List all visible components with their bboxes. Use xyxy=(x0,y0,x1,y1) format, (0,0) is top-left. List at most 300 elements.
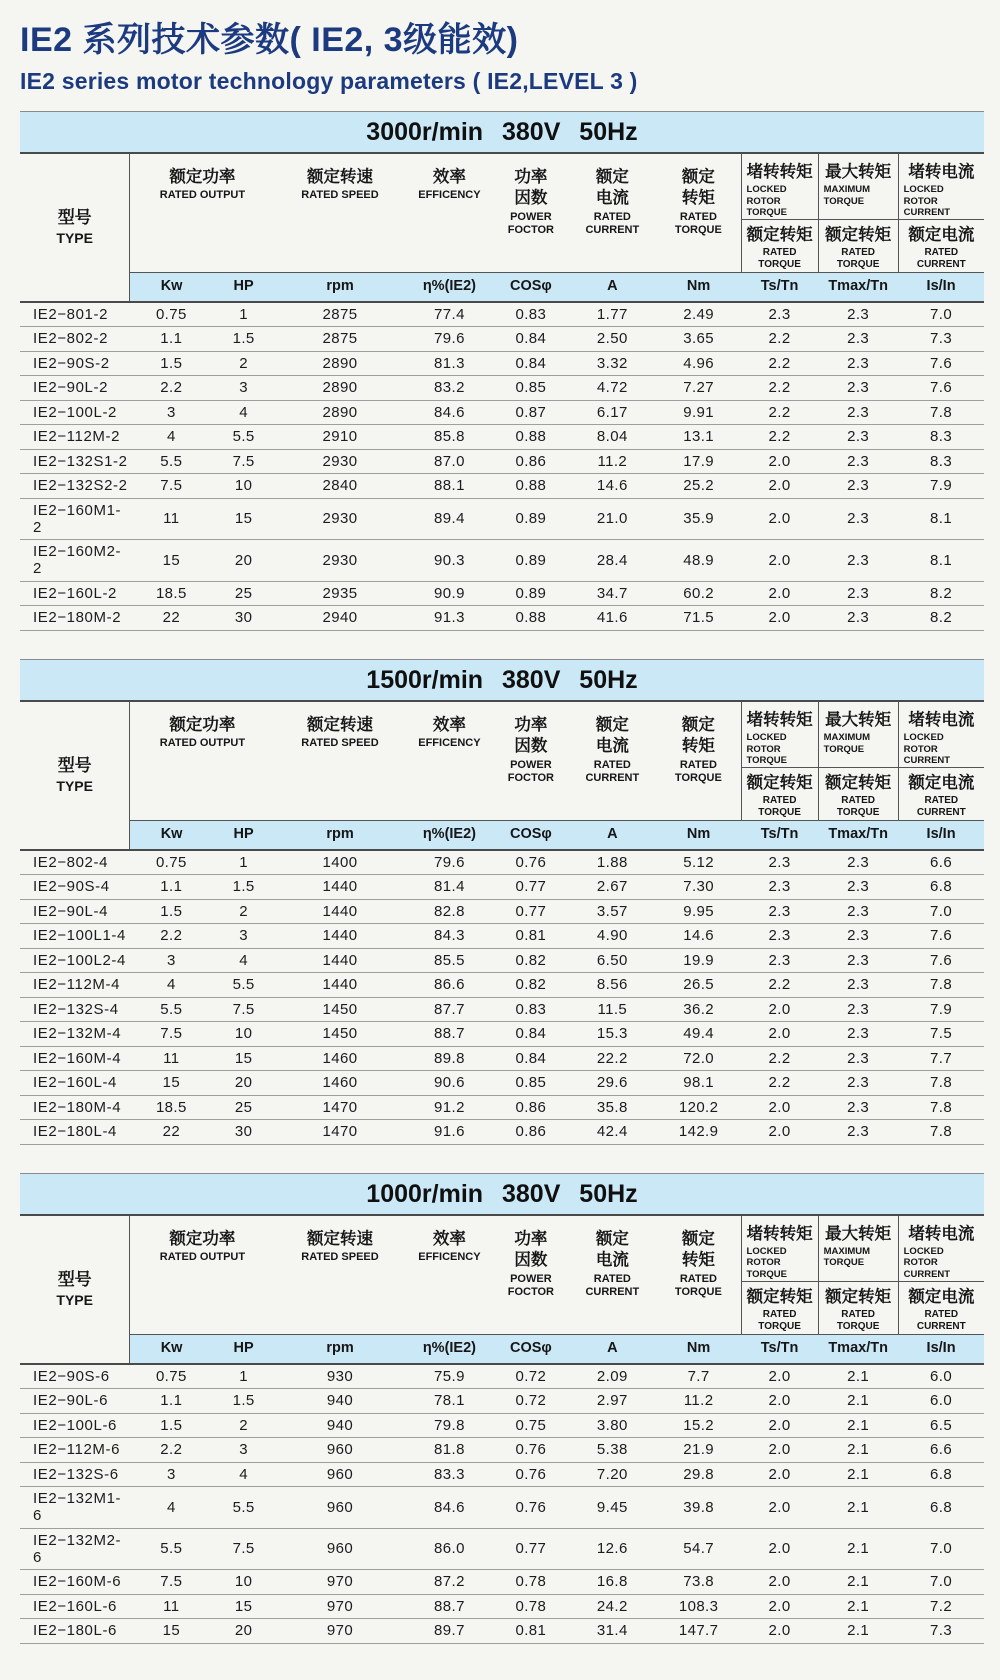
value-cell: 86.6 xyxy=(406,973,494,998)
motor-type-cell: IE2−112M-6 xyxy=(20,1438,130,1463)
value-cell: 0.75 xyxy=(493,1413,568,1438)
value-cell: 2.3 xyxy=(818,1095,898,1120)
motor-type-cell: IE2−100L-2 xyxy=(20,400,130,425)
value-cell: 2.3 xyxy=(818,376,898,401)
value-cell: 11.5 xyxy=(568,997,656,1022)
value-cell: 7.27 xyxy=(656,376,741,401)
table-row xyxy=(20,327,984,352)
value-cell: 2.0 xyxy=(741,581,818,606)
value-cell: 2.1 xyxy=(818,1594,898,1619)
value-cell: 2.2 xyxy=(130,1438,213,1463)
value-cell: 25.2 xyxy=(656,474,741,499)
motor-type-cell: IE2−180L-6 xyxy=(20,1619,130,1644)
value-cell: 2.2 xyxy=(741,400,818,425)
column-header-0: 额定功率 RATED OUTPUT xyxy=(159,168,246,202)
value-cell: 2.3 xyxy=(818,425,898,450)
unit-header-9: Is/In xyxy=(898,1334,984,1363)
value-cell: 2.3 xyxy=(818,997,898,1022)
unit-header-1: HP xyxy=(213,821,275,850)
ratio-header-top-1: 最大转矩 MAXIMUM TORQUE xyxy=(818,702,898,768)
value-cell: 9.91 xyxy=(656,400,741,425)
motor-type-cell: IE2−132S-6 xyxy=(20,1462,130,1487)
table-row xyxy=(20,1619,984,1644)
value-cell: 11 xyxy=(130,1046,213,1071)
unit-header-8: Tmax/Tn xyxy=(818,821,898,850)
value-cell: 1460 xyxy=(274,1046,405,1071)
unit-header-0: Kw xyxy=(130,273,213,302)
motor-type-cell: IE2−100L2-4 xyxy=(20,948,130,973)
value-cell: 24.2 xyxy=(568,1594,656,1619)
table-row xyxy=(20,1095,984,1120)
value-cell: 2.0 xyxy=(741,1095,818,1120)
column-header-1: 额定转速 RATED SPEED xyxy=(301,715,379,750)
unit-header-5: A xyxy=(568,273,656,302)
value-cell: 2.3 xyxy=(818,924,898,949)
value-cell: 2.3 xyxy=(818,581,898,606)
value-cell: 79.6 xyxy=(406,850,494,875)
value-cell: 3 xyxy=(213,924,275,949)
value-cell: 9.45 xyxy=(568,1487,656,1529)
value-cell: 1460 xyxy=(274,1071,405,1096)
value-cell: 0.81 xyxy=(493,924,568,949)
column-header-5: 额定 转矩 RATED TORQUE xyxy=(674,168,722,237)
table-row xyxy=(20,1389,984,1414)
value-cell: 2.0 xyxy=(741,1462,818,1487)
value-cell: 7.8 xyxy=(898,1071,984,1096)
value-cell: 2.0 xyxy=(741,1389,818,1414)
value-cell: 960 xyxy=(274,1487,405,1529)
value-cell: 2.2 xyxy=(741,1071,818,1096)
value-cell: 0.88 xyxy=(493,474,568,499)
value-cell: 0.85 xyxy=(493,1071,568,1096)
unit-header-3: η%(IE2) xyxy=(406,273,494,302)
value-cell: 15 xyxy=(213,1594,275,1619)
value-cell: 0.82 xyxy=(493,948,568,973)
unit-header-7: Ts/Tn xyxy=(741,273,818,302)
unit-header-9: Is/In xyxy=(898,821,984,850)
value-cell: 12.6 xyxy=(568,1528,656,1570)
value-cell: 7.5 xyxy=(130,1022,213,1047)
table-row xyxy=(20,474,984,499)
value-cell: 7.9 xyxy=(898,997,984,1022)
value-cell: 22 xyxy=(130,1120,213,1145)
value-cell: 6.6 xyxy=(898,1438,984,1463)
value-cell: 89.8 xyxy=(406,1046,494,1071)
value-cell: 79.8 xyxy=(406,1413,494,1438)
value-cell: 2.0 xyxy=(741,498,818,540)
value-cell: 7.2 xyxy=(898,1594,984,1619)
value-cell: 2 xyxy=(213,351,275,376)
value-cell: 2.2 xyxy=(741,973,818,998)
ratio-header-top-1: 最大转矩 MAXIMUM TORQUE xyxy=(818,1216,898,1282)
value-cell: 89.7 xyxy=(406,1619,494,1644)
unit-header-1: HP xyxy=(213,1334,275,1363)
table-row xyxy=(20,899,984,924)
value-cell: 2875 xyxy=(274,302,405,327)
value-cell: 2.0 xyxy=(741,1413,818,1438)
value-cell: 5.38 xyxy=(568,1438,656,1463)
unit-header-4: COSφ xyxy=(493,1334,568,1363)
value-cell: 2.0 xyxy=(741,1528,818,1570)
value-cell: 84.3 xyxy=(406,924,494,949)
band-title-3000rmin: 3000r/min 380V 50Hz xyxy=(20,111,984,154)
value-cell: 2.0 xyxy=(741,1570,818,1595)
value-cell: 11 xyxy=(130,1594,213,1619)
ratio-header-bottom-0: 额定转矩 RATED TORQUE xyxy=(741,767,818,820)
motor-type-cell: IE2−132M-4 xyxy=(20,1022,130,1047)
value-cell: 0.84 xyxy=(493,1046,568,1071)
value-cell: 90.9 xyxy=(406,581,494,606)
value-cell: 4 xyxy=(213,1462,275,1487)
table-row xyxy=(20,924,984,949)
value-cell: 2.3 xyxy=(818,1120,898,1145)
tables-container xyxy=(20,111,984,1644)
value-cell: 4 xyxy=(130,1487,213,1529)
value-cell: 0.76 xyxy=(493,850,568,875)
motor-type-cell: IE2−100L1-4 xyxy=(20,924,130,949)
value-cell: 0.88 xyxy=(493,606,568,631)
value-cell: 2.0 xyxy=(741,1364,818,1389)
value-cell: 2940 xyxy=(274,606,405,631)
value-cell: 1.5 xyxy=(130,351,213,376)
table-row xyxy=(20,376,984,401)
motor-type-cell: IE2−160M1-2 xyxy=(20,498,130,540)
value-cell: 3 xyxy=(130,1462,213,1487)
value-cell: 7.5 xyxy=(213,449,275,474)
column-header-0: 额定功率 RATED OUTPUT xyxy=(159,1229,246,1264)
table-row xyxy=(20,606,984,631)
value-cell: 0.72 xyxy=(493,1389,568,1414)
page-subtitle: IE2 series motor technology parameters ( IE2,LEVEL 3 ) xyxy=(20,68,638,94)
value-cell: 84.6 xyxy=(406,1487,494,1529)
motor-type-cell: IE2−90S-4 xyxy=(20,875,130,900)
value-cell: 2.0 xyxy=(741,606,818,631)
value-cell: 2.2 xyxy=(741,425,818,450)
ratio-header-bottom-2: 额定电流 RATED CURRENT xyxy=(898,220,984,273)
value-cell: 7.8 xyxy=(898,1120,984,1145)
value-cell: 1 xyxy=(213,302,275,327)
value-cell: 2875 xyxy=(274,327,405,352)
value-cell: 1.1 xyxy=(130,1389,213,1414)
value-cell: 81.8 xyxy=(406,1438,494,1463)
value-cell: 0.89 xyxy=(493,581,568,606)
value-cell: 1440 xyxy=(274,875,405,900)
ratio-header-top-2: 堵转电流 LOCKED ROTOR CURRENT xyxy=(898,702,984,768)
value-cell: 2.0 xyxy=(741,474,818,499)
table-row xyxy=(20,948,984,973)
value-cell: 22 xyxy=(130,606,213,631)
value-cell: 0.86 xyxy=(493,1120,568,1145)
value-cell: 960 xyxy=(274,1438,405,1463)
column-header-2: 效率 EFFICENCY xyxy=(418,1229,481,1264)
column-header-0: 额定功率 RATED OUTPUT xyxy=(159,715,246,750)
table-section-1000rmin xyxy=(20,1173,984,1644)
value-cell: 29.8 xyxy=(656,1462,741,1487)
table-row xyxy=(20,1487,984,1529)
value-cell: 2.3 xyxy=(818,973,898,998)
value-cell: 2.3 xyxy=(818,449,898,474)
value-cell: 11 xyxy=(130,498,213,540)
motor-type-cell: IE2−112M-4 xyxy=(20,973,130,998)
value-cell: 54.7 xyxy=(656,1528,741,1570)
value-cell: 15 xyxy=(213,1046,275,1071)
value-cell: 2.3 xyxy=(818,1071,898,1096)
value-cell: 2.2 xyxy=(741,1046,818,1071)
value-cell: 2.2 xyxy=(741,327,818,352)
value-cell: 0.84 xyxy=(493,327,568,352)
value-cell: 2840 xyxy=(274,474,405,499)
value-cell: 19.9 xyxy=(656,948,741,973)
value-cell: 73.8 xyxy=(656,1570,741,1595)
value-cell: 2.0 xyxy=(741,1594,818,1619)
value-cell: 2.3 xyxy=(818,351,898,376)
value-cell: 49.4 xyxy=(656,1022,741,1047)
value-cell: 2.09 xyxy=(568,1364,656,1389)
table-row xyxy=(20,1071,984,1096)
unit-header-8: Tmax/Tn xyxy=(818,273,898,302)
value-cell: 3 xyxy=(130,948,213,973)
table-row xyxy=(20,425,984,450)
value-cell: 120.2 xyxy=(656,1095,741,1120)
value-cell: 2890 xyxy=(274,376,405,401)
ratio-header-top-0: 堵转转矩 LOCKED ROTOR TORQUE xyxy=(741,702,818,768)
value-cell: 1.5 xyxy=(213,327,275,352)
value-cell: 9.95 xyxy=(656,899,741,924)
value-cell: 940 xyxy=(274,1389,405,1414)
value-cell: 1450 xyxy=(274,1022,405,1047)
value-cell: 2.3 xyxy=(741,302,818,327)
motor-type-cell: IE2−160L-6 xyxy=(20,1594,130,1619)
value-cell: 2.1 xyxy=(818,1364,898,1389)
value-cell: 81.4 xyxy=(406,875,494,900)
value-cell: 20 xyxy=(213,1071,275,1096)
table-row xyxy=(20,302,984,327)
value-cell: 15.2 xyxy=(656,1413,741,1438)
value-cell: 1440 xyxy=(274,973,405,998)
value-cell: 11.2 xyxy=(568,449,656,474)
value-cell: 2.3 xyxy=(818,540,898,582)
value-cell: 87.7 xyxy=(406,997,494,1022)
value-cell: 0.76 xyxy=(493,1487,568,1529)
value-cell: 1400 xyxy=(274,850,405,875)
value-cell: 3.32 xyxy=(568,351,656,376)
value-cell: 7.5 xyxy=(130,1570,213,1595)
value-cell: 4 xyxy=(130,425,213,450)
value-cell: 2930 xyxy=(274,449,405,474)
value-cell: 41.6 xyxy=(568,606,656,631)
ratio-header-top-2: 堵转电流 LOCKED ROTOR CURRENT xyxy=(898,154,984,220)
unit-header-6: Nm xyxy=(656,821,741,850)
unit-header-4: COSφ xyxy=(493,821,568,850)
value-cell: 7.5 xyxy=(213,1528,275,1570)
value-cell: 2.3 xyxy=(818,899,898,924)
value-cell: 84.6 xyxy=(406,400,494,425)
unit-header-2: rpm xyxy=(274,1334,405,1363)
unit-header-2: rpm xyxy=(274,273,405,302)
value-cell: 2.1 xyxy=(818,1389,898,1414)
value-cell: 5.5 xyxy=(130,997,213,1022)
column-header-5: 额定 转矩 RATED TORQUE xyxy=(674,715,722,784)
table-row xyxy=(20,1022,984,1047)
motor-type-cell: IE2−132M1-6 xyxy=(20,1487,130,1529)
value-cell: 15 xyxy=(130,1071,213,1096)
value-cell: 20 xyxy=(213,1619,275,1644)
value-cell: 0.72 xyxy=(493,1364,568,1389)
value-cell: 2.3 xyxy=(818,606,898,631)
value-cell: 48.9 xyxy=(656,540,741,582)
value-cell: 3 xyxy=(213,1438,275,1463)
value-cell: 2.49 xyxy=(656,302,741,327)
value-cell: 5.5 xyxy=(213,425,275,450)
value-cell: 91.2 xyxy=(406,1095,494,1120)
value-cell: 88.7 xyxy=(406,1022,494,1047)
value-cell: 970 xyxy=(274,1594,405,1619)
value-cell: 930 xyxy=(274,1364,405,1389)
value-cell: 3.57 xyxy=(568,899,656,924)
value-cell: 0.76 xyxy=(493,1462,568,1487)
value-cell: 4 xyxy=(213,948,275,973)
value-cell: 15 xyxy=(213,498,275,540)
value-cell: 3 xyxy=(130,400,213,425)
value-cell: 18.5 xyxy=(130,1095,213,1120)
table-row xyxy=(20,581,984,606)
unit-header-5: A xyxy=(568,1334,656,1363)
value-cell: 10 xyxy=(213,474,275,499)
value-cell: 960 xyxy=(274,1462,405,1487)
table-row xyxy=(20,498,984,540)
value-cell: 142.9 xyxy=(656,1120,741,1145)
value-cell: 7.0 xyxy=(898,1528,984,1570)
value-cell: 82.8 xyxy=(406,899,494,924)
value-cell: 0.89 xyxy=(493,540,568,582)
value-cell: 7.30 xyxy=(656,875,741,900)
value-cell: 7.3 xyxy=(898,1619,984,1644)
value-cell: 87.0 xyxy=(406,449,494,474)
table-row xyxy=(20,351,984,376)
value-cell: 2.0 xyxy=(741,449,818,474)
value-cell: 81.3 xyxy=(406,351,494,376)
value-cell: 1.5 xyxy=(130,1413,213,1438)
value-cell: 0.85 xyxy=(493,376,568,401)
value-cell: 1.5 xyxy=(130,899,213,924)
value-cell: 85.5 xyxy=(406,948,494,973)
parameters-table-1000rmin xyxy=(20,1216,984,1644)
value-cell: 5.12 xyxy=(656,850,741,875)
column-header-3: 功率 因数 POWER FOCTOR xyxy=(507,168,554,237)
value-cell: 18.5 xyxy=(130,581,213,606)
value-cell: 10 xyxy=(213,1022,275,1047)
value-cell: 2.3 xyxy=(741,850,818,875)
value-cell: 13.1 xyxy=(656,425,741,450)
value-cell: 6.17 xyxy=(568,400,656,425)
value-cell: 1440 xyxy=(274,924,405,949)
value-cell: 6.0 xyxy=(898,1389,984,1414)
value-cell: 29.6 xyxy=(568,1071,656,1096)
motor-type-cell: IE2−90L-4 xyxy=(20,899,130,924)
band-title-1000rmin: 1000r/min 380V 50Hz xyxy=(20,1173,984,1216)
value-cell: 2890 xyxy=(274,400,405,425)
value-cell: 6.8 xyxy=(898,875,984,900)
value-cell: 2.3 xyxy=(818,850,898,875)
value-cell: 0.83 xyxy=(493,997,568,1022)
value-cell: 1470 xyxy=(274,1120,405,1145)
value-cell: 2.0 xyxy=(741,540,818,582)
value-cell: 2.0 xyxy=(741,1619,818,1644)
value-cell: 7.0 xyxy=(898,899,984,924)
value-cell: 2.1 xyxy=(818,1570,898,1595)
value-cell: 1.88 xyxy=(568,850,656,875)
value-cell: 15.3 xyxy=(568,1022,656,1047)
unit-header-1: HP xyxy=(213,273,275,302)
table-row xyxy=(20,850,984,875)
table-row xyxy=(20,1528,984,1570)
value-cell: 2.3 xyxy=(818,1046,898,1071)
value-cell: 7.6 xyxy=(898,924,984,949)
value-cell: 0.84 xyxy=(493,1022,568,1047)
value-cell: 4.72 xyxy=(568,376,656,401)
value-cell: 1.1 xyxy=(130,327,213,352)
table-row xyxy=(20,449,984,474)
value-cell: 2.3 xyxy=(818,498,898,540)
value-cell: 2.0 xyxy=(741,1438,818,1463)
value-cell: 2.3 xyxy=(818,327,898,352)
value-cell: 2890 xyxy=(274,351,405,376)
value-cell: 8.3 xyxy=(898,425,984,450)
unit-header-9: Is/In xyxy=(898,273,984,302)
value-cell: 16.8 xyxy=(568,1570,656,1595)
value-cell: 0.86 xyxy=(493,1095,568,1120)
value-cell: 20 xyxy=(213,540,275,582)
column-header-5: 额定 转矩 RATED TORQUE xyxy=(674,1229,722,1298)
value-cell: 7.8 xyxy=(898,1095,984,1120)
value-cell: 4.90 xyxy=(568,924,656,949)
value-cell: 6.8 xyxy=(898,1487,984,1529)
value-cell: 108.3 xyxy=(656,1594,741,1619)
value-cell: 1470 xyxy=(274,1095,405,1120)
value-cell: 8.56 xyxy=(568,973,656,998)
value-cell: 2.3 xyxy=(741,875,818,900)
value-cell: 3.80 xyxy=(568,1413,656,1438)
value-cell: 30 xyxy=(213,1120,275,1145)
value-cell: 0.77 xyxy=(493,1528,568,1570)
value-cell: 4 xyxy=(130,973,213,998)
unit-header-2: rpm xyxy=(274,821,405,850)
value-cell: 0.77 xyxy=(493,875,568,900)
motor-type-cell: IE2−90L-6 xyxy=(20,1389,130,1414)
value-cell: 77.4 xyxy=(406,302,494,327)
value-cell: 7.9 xyxy=(898,474,984,499)
value-cell: 2.3 xyxy=(818,1022,898,1047)
value-cell: 14.6 xyxy=(568,474,656,499)
value-cell: 6.6 xyxy=(898,850,984,875)
value-cell: 34.7 xyxy=(568,581,656,606)
unit-header-0: Kw xyxy=(130,1334,213,1363)
table-section-3000rmin xyxy=(20,111,984,631)
value-cell: 7.5 xyxy=(898,1022,984,1047)
unit-header-0: Kw xyxy=(130,821,213,850)
motor-type-cell: IE2−160M-6 xyxy=(20,1570,130,1595)
value-cell: 8.2 xyxy=(898,606,984,631)
value-cell: 25 xyxy=(213,1095,275,1120)
column-header-2: 效率 EFFICENCY xyxy=(418,715,481,750)
motor-type-cell: IE2−90S-6 xyxy=(20,1364,130,1389)
value-cell: 2.2 xyxy=(130,924,213,949)
value-cell: 940 xyxy=(274,1413,405,1438)
motor-type-cell: IE2−132S2-2 xyxy=(20,474,130,499)
value-cell: 2.2 xyxy=(130,376,213,401)
value-cell: 0.78 xyxy=(493,1594,568,1619)
value-cell: 0.86 xyxy=(493,449,568,474)
